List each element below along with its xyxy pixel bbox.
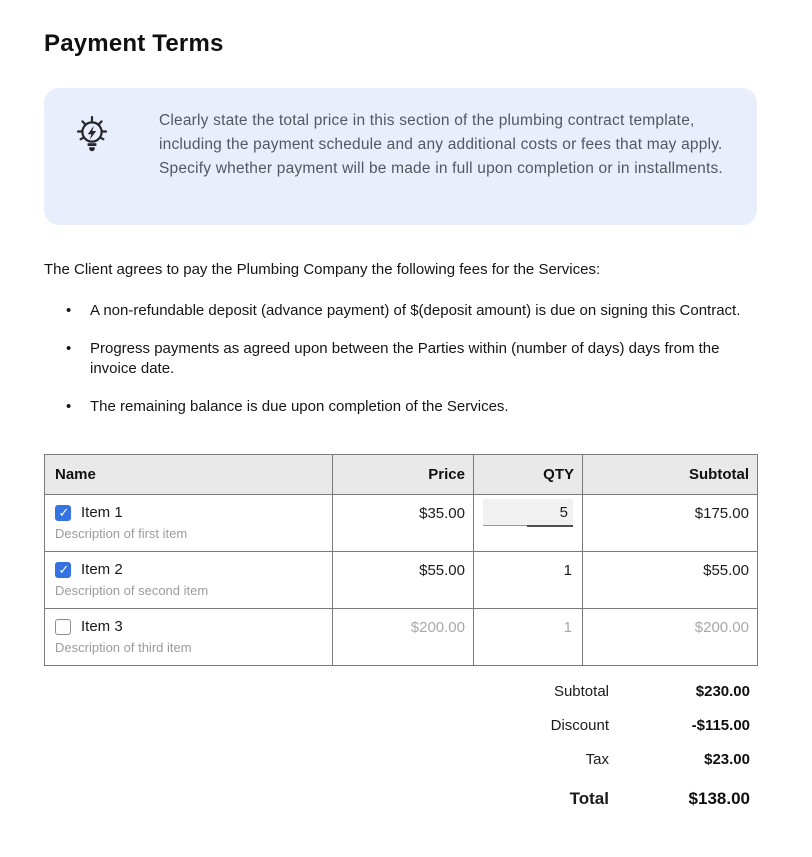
item-price: $55.00 bbox=[333, 552, 474, 609]
items-table bbox=[44, 454, 758, 666]
payment-terms-section bbox=[44, 30, 757, 809]
item-description: Description of second item bbox=[55, 583, 209, 598]
table-header-row bbox=[45, 455, 758, 495]
fees-bullet-list bbox=[44, 301, 757, 417]
qty-input[interactable] bbox=[483, 499, 573, 526]
summary-discount-row bbox=[44, 716, 757, 736]
item-subtotal: $55.00 bbox=[583, 552, 758, 609]
intro-paragraph: The Client agrees to pay the Plumbing Company the following fees for the Services: bbox=[44, 261, 601, 278]
item-description: Description of first item bbox=[55, 526, 188, 541]
lightbulb-idea-icon bbox=[70, 112, 114, 164]
summary-total-row bbox=[44, 789, 757, 809]
column-header-qty: QTY bbox=[474, 455, 583, 495]
summary-value: -$115.00 bbox=[691, 717, 750, 734]
item-name: Item 2 bbox=[81, 561, 123, 578]
total-value: $138.00 bbox=[688, 789, 750, 808]
item-1-checkbox[interactable] bbox=[55, 505, 71, 521]
summary-value: $23.00 bbox=[704, 751, 750, 768]
item-description: Description of third item bbox=[55, 640, 192, 655]
item-2-checkbox[interactable] bbox=[55, 562, 71, 578]
item-3-checkbox[interactable] bbox=[55, 619, 71, 635]
hint-text: Clearly state the total price in this section of the plumbing contract template, including the payment schedule and any additional costs or fees that may apply. Specify whether payment will be made in full upon completion or in installments. bbox=[159, 112, 723, 177]
item-subtotal: $200.00 bbox=[583, 609, 758, 666]
summary-subtotal-row bbox=[44, 682, 757, 702]
item-name: Item 1 bbox=[81, 504, 123, 521]
item-subtotal: $175.00 bbox=[583, 495, 758, 552]
totals-summary bbox=[44, 682, 757, 809]
summary-label: Discount bbox=[550, 717, 609, 734]
column-header-price: Price bbox=[333, 455, 474, 495]
bullet-item-remaining-balance: • The remaining balance is due upon completion of the Services. bbox=[44, 397, 744, 417]
bullet-item-deposit: • A non-refundable deposit (advance payment) of $(deposit amount) is due on signing this Contract. bbox=[44, 301, 744, 321]
summary-value: $230.00 bbox=[695, 683, 750, 700]
total-label: Total bbox=[569, 789, 609, 808]
page-title: Payment Terms bbox=[44, 30, 224, 57]
table-row-item-3 bbox=[45, 609, 758, 666]
table-row-item-2 bbox=[45, 552, 758, 609]
summary-label: Subtotal bbox=[553, 683, 609, 700]
item-name: Item 3 bbox=[81, 618, 123, 635]
hint-callout bbox=[44, 88, 757, 225]
item-qty[interactable]: 1 bbox=[474, 609, 583, 666]
item-price: $35.00 bbox=[333, 495, 474, 552]
item-price: $200.00 bbox=[333, 609, 474, 666]
table-row-item-1 bbox=[45, 495, 758, 552]
bullet-item-progress-payments: • Progress payments as agreed upon between the Parties within (number of days) days from the invoice date. bbox=[44, 339, 744, 379]
column-header-subtotal: Subtotal bbox=[583, 455, 758, 495]
item-qty[interactable]: 1 bbox=[474, 552, 583, 609]
summary-label: Tax bbox=[585, 751, 609, 768]
summary-tax-row bbox=[44, 750, 757, 770]
column-header-name: Name bbox=[45, 455, 333, 495]
